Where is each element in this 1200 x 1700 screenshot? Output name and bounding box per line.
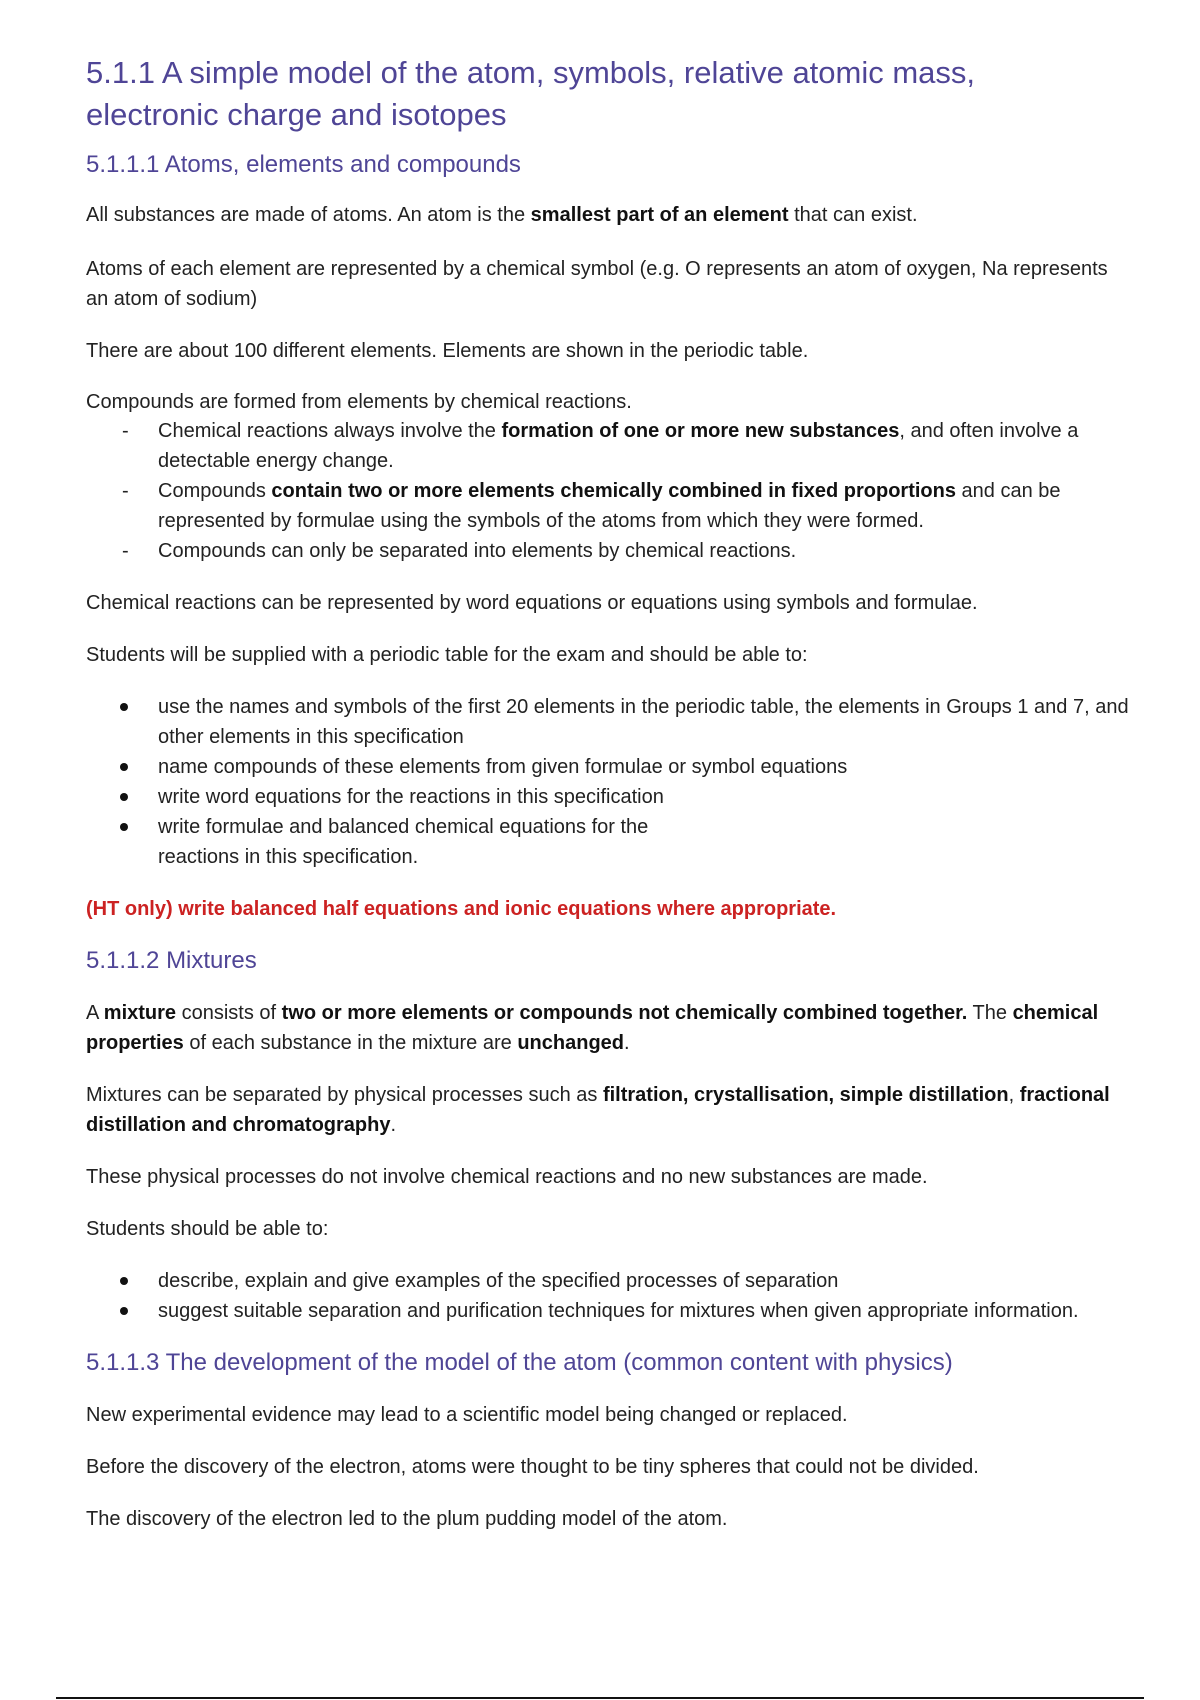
list-item: use the names and symbols of the first 20 elements in the periodic table, the elements in Groups 1 and 7, and other elements in this specification [158,692,1158,752]
text-run: . [390,1114,397,1136]
text-run: . [624,1032,630,1054]
paragraph-compounds: Compounds are formed from elements by chemical reactions. [86,391,632,413]
text-run: and can be represented by formulae using the symbols of the atoms from which they were formed. [158,480,1061,532]
bold-text: two or more elements or compounds not chemically combined together. [281,1002,968,1024]
section-title: 5.1.1 A simple model of the atom, symbols, relative atomic mass, electronic charge and isotopes [86,55,976,132]
text-run: consists of [176,1002,282,1024]
subsection-heading-model: 5.1.1.3 The development of the model of the atom (common content with physics) [86,1349,953,1376]
list-item [158,476,1158,536]
ht-only-note: (HT only) write balanced half equations and ionic equations where appropriate. [86,898,837,920]
bold-text: fractional distillation and chromatography [86,1084,1110,1136]
page-bottom-rule [56,1697,1144,1699]
text-run: Compounds [158,480,272,502]
text-run: All substances are made of atoms. An atom is the [86,204,531,226]
text-run: A [86,1002,104,1024]
paragraph-elements-count: There are about 100 different elements. Elements are shown in the periodic table. [86,340,809,362]
mixtures-bullet-list [86,1266,1138,1326]
subsection-heading-atoms: 5.1.1.1 Atoms, elements and compounds [86,151,521,178]
list-item: describe, explain and give examples of the specified processes of separation [158,1266,1138,1296]
text-run: Mixtures can be separated by physical processes such as [86,1084,603,1106]
text-run: , and often involve a detectable energy change. [158,420,1079,472]
list-item: name compounds of these elements from given formulae or symbol equations [158,752,1158,782]
paragraph-students-able: Students should be able to: [86,1218,329,1240]
list-item [158,812,1158,872]
bold-text: smallest part of an element [530,204,789,226]
subsection-heading-mixtures: 5.1.1.2 Mixtures [86,947,257,974]
text-run: , [1008,1084,1020,1106]
text-run: The [967,1002,1013,1024]
text-run: reactions in this specification. [158,846,419,868]
bold-text: chemical properties [86,1002,1099,1054]
paragraph-mixture-definition [86,998,1126,1058]
paragraph-separation [86,1080,1126,1140]
list-item: suggest suitable separation and purification techniques for mixtures when given appropriate information. [158,1296,1138,1326]
paragraph-before-electron: Before the discovery of the electron, atoms were thought to be tiny spheres that could not be divided. [86,1456,979,1478]
paragraph-chemical-symbols: Atoms of each element are represented by a chemical symbol (e.g. O represents an atom of oxygen, Na represents an atom of sodium) [86,258,1108,310]
paragraph-new-evidence: New experimental evidence may lead to a scientific model being changed or replaced. [86,1404,848,1426]
students-bullet-list [86,692,1158,872]
bold-text: contain two or more elements chemically combined in fixed proportions [271,480,956,502]
paragraph-equations: Chemical reactions can be represented by word equations or equations using symbols and formulae. [86,592,978,614]
text-run: that can exist. [788,204,918,226]
compounds-dash-list [86,416,1158,566]
paragraph-atoms-intro [86,200,1126,230]
paragraph-physical-processes: These physical processes do not involve chemical reactions and no new substances are made. [86,1166,928,1188]
list-item [158,416,1158,476]
bold-text: formation of one or more new substances [501,420,900,442]
text-run: Chemical reactions always involve the [158,420,502,442]
paragraph-students-periodic: Students will be supplied with a periodic table for the exam and should be able to: [86,644,808,666]
list-item: - Compounds can only be separated into elements by chemical reactions. [158,536,1158,566]
bold-text: filtration, crystallisation, simple distillation [602,1084,1009,1106]
list-item: write word equations for the reactions in this specification [158,782,1158,812]
bold-text: unchanged [517,1032,624,1054]
text-run: of each substance in the mixture are [183,1032,518,1054]
document-page [86,0,1129,1534]
paragraph-plum-pudding: The discovery of the electron led to the plum pudding model of the atom. [86,1508,728,1530]
bold-text: mixture [103,1002,177,1024]
text-run: write formulae and balanced chemical equations for the [158,816,649,838]
